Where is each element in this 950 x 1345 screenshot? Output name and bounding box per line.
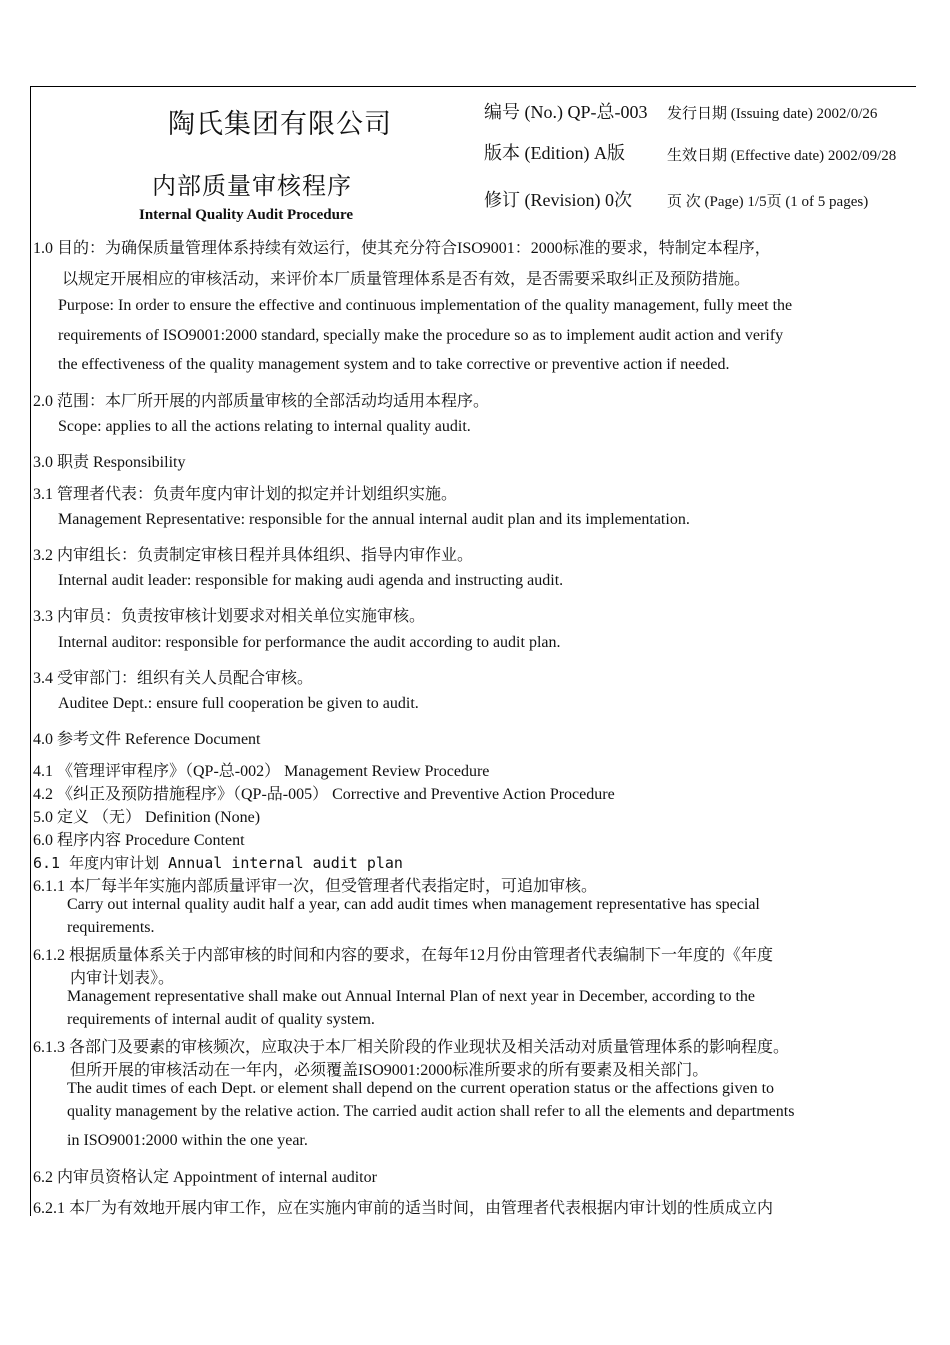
section-3-2-cn: 3.2 内审组长：负责制定审核日程并具体组织、指导内审作业。 [33,547,474,564]
effective-date: 生效日期 (Effective date) 2002/09/28 [667,148,897,164]
section-3-1-en: Management Representative: responsible for the annual internal audit plan and its implementation. [58,511,690,528]
section-3-3-cn: 3.3 内审员：负责按审核计划要求对相关单位实施审核。 [33,608,426,625]
edition: 版本 (Edition) A版 [484,143,625,163]
company-name: 陶氏集团有限公司 [168,109,392,139]
document-title-en: Internal Quality Audit Procedure [139,207,354,223]
section-1-purpose-cn: 1.0 目的：为确保质量管理体系持续有效运行，使其充分符合ISO9001：2000标准的要求，特制定本程序， [33,240,771,257]
section-6-1-1-cn: 6.1.1 本厂每半年实施内部质量评审一次，但受管理者代表指定时，可追加审核。 [33,878,598,895]
section-6-2-1-cn: 6.2.1 本厂为有效地开展内审工作，应在实施内审前的适当时间，由管理者代表根据内审计划的性质成立内 [33,1200,774,1217]
section-6-1-1-en-cont: requirements. [67,919,155,936]
issuing-date: 发行日期 (Issuing date) 2002/0/26 [667,106,878,122]
section-6-1-heading: 6.1 年度内审计划 Annual internal audit plan [33,854,403,872]
section-4-heading: 4.0 参考文件 Reference Document [33,731,261,748]
section-3-heading: 3.0 职责 Responsibility [33,454,186,471]
section-2-scope-en: Scope: applies to all the actions relating to internal quality audit. [58,418,471,435]
section-6-2-heading: 6.2 内审员资格认定 Appointment of internal auditor [33,1169,377,1186]
section-3-3-en: Internal auditor: responsible for performance the audit according to audit plan. [58,634,561,651]
section-3-1-cn: 3.1 管理者代表：负责年度内审计划的拟定并计划组织实施。 [33,486,458,503]
section-6-heading: 6.0 程序内容 Procedure Content [33,832,245,849]
section-4-1: 4.1 《管理评审程序》（QP-总-002） Management Review Procedure [33,763,490,780]
section-3-4-cn: 3.4 受审部门：组织有关人员配合审核。 [33,670,314,687]
section-1-purpose-cn-cont: 以规定开展相应的审核活动，来评价本厂质量管理体系是否有效，是否需要采取纠正及预防措施。 [62,271,751,288]
document-title-cn: 内部质量审核程序 [152,174,352,200]
left-margin-rule [30,86,31,1216]
page-count: 页 次 (Page) 1/5页 (1 of 5 pages) [667,194,869,210]
section-1-purpose-en-cont1: requirements of ISO9001:2000 standard, specially make the procedure so as to implement audit action and verify [58,327,784,344]
section-1-purpose-en-cont2: the effectiveness of the quality management system and to take corrective or preventive action if needed. [58,356,730,373]
section-3-4-en: Auditee Dept.: ensure full cooperation be given to audit. [58,695,419,712]
section-1-purpose-en: Purpose: In order to ensure the effective and continuous implementation of the quality management, fully meet the [58,297,793,314]
section-6-1-2-en-cont: requirements of internal audit of quality system. [67,1011,375,1028]
section-5-heading: 5.0 定义 （无） Definition (None) [33,809,261,826]
section-6-1-3-cn: 6.1.3 各部门及要素的审核频次，应取决于本厂相关阶段的作业现状及相关活动对质量管理体系的影响程度。 [33,1039,790,1056]
section-6-1-3-en-cont2: in ISO9001:2000 within the one year. [67,1132,308,1149]
section-3-2-en: Internal audit leader: responsible for making audi agenda and instructing audit. [58,572,564,589]
document-number: 编号 (No.) QP-总-003 [484,102,648,122]
section-4-2: 4.2 《纠正及预防措施程序》（QP-品-005） Corrective and Preventive Action Procedure [33,786,615,803]
header-top-rule [30,86,916,87]
section-2-scope-cn: 2.0 范围：本厂所开展的内部质量审核的全部活动均适用本程序。 [33,393,490,410]
section-6-1-3-cn-cont: 但所开展的审核活动在一年内，必须覆盖ISO9001:2000标准所要求的所有要素及相关部门。 [70,1062,709,1079]
section-6-1-2-en: Management representative shall make out Annual Internal Plan of next year in December, according to the [67,988,755,1005]
section-6-1-3-en: The audit times of each Dept. or element shall depend on the current operation status or the affections given to [67,1080,775,1097]
section-6-1-2-cn-cont: 内审计划表》。 [70,970,175,987]
section-6-1-3-en-cont1: quality management by the relative action. The carried audit action shall refer to all the elements and departments [67,1103,795,1120]
section-6-1-2-cn: 6.1.2 根据质量体系关于内部审核的时间和内容的要求，在每年12月份由管理者代表编制下一年度的《年度 [33,947,774,964]
section-6-1-1-en: Carry out internal quality audit half a year, can add audit times when management representative has special [67,896,760,913]
revision: 修订 (Revision) 0次 [484,190,632,210]
